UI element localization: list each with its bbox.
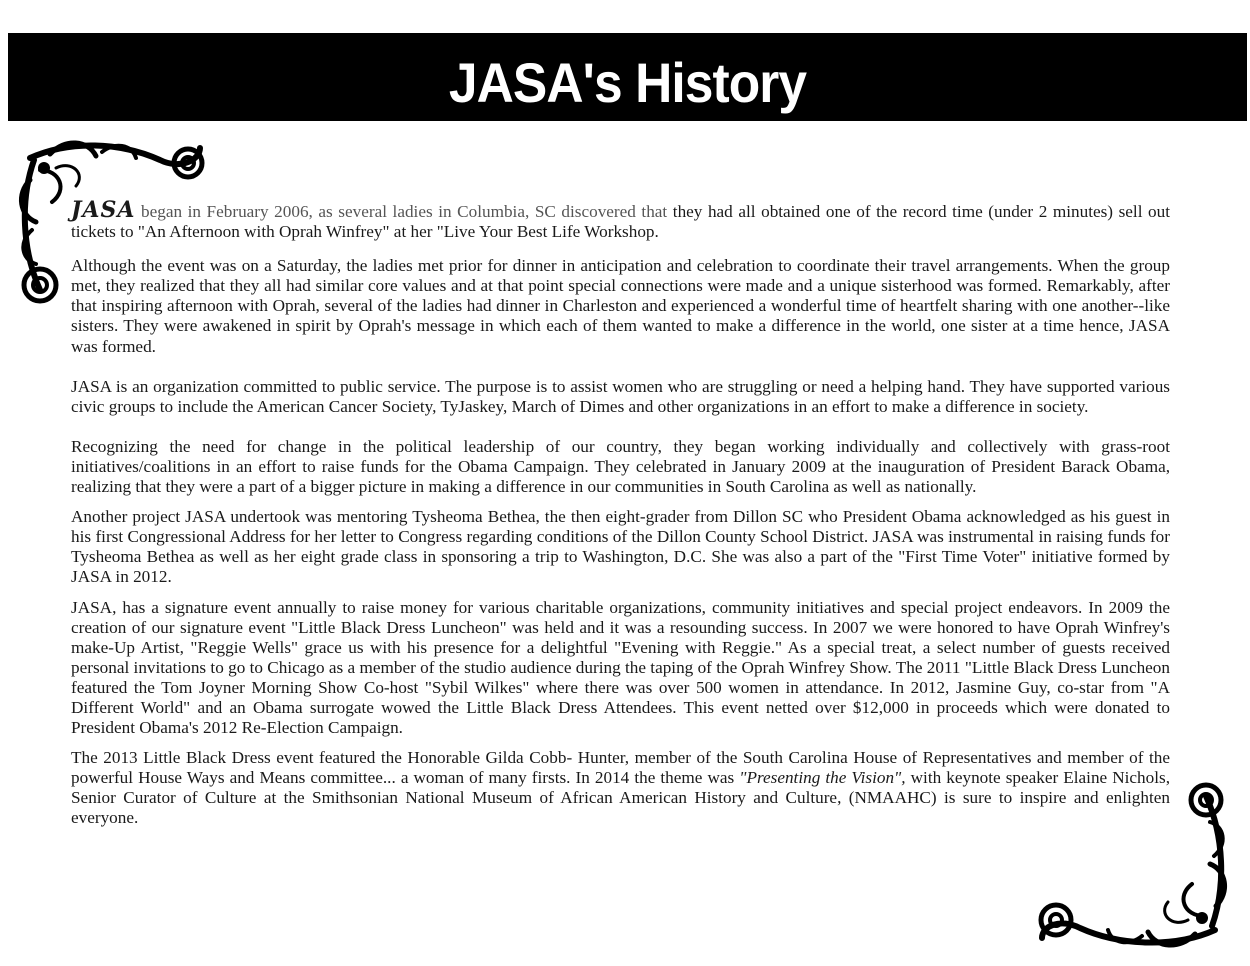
paragraph-mission: JASA is an organization committed to public service. The purpose is to assist women who are struggling or need a helping hand. They have supported various civic groups to include the American Cancer Society, TyJaskey, March of Dimes and other organizations in an effort to make a difference in society. (71, 376, 1170, 416)
history-text (71, 197, 1170, 829)
paragraph-signature-event: JASA, has a signature event annually to raise money for various charitable organizations, community initiatives and special project endeavors. In 2009 the creation of our signature event "Little Black Dress Luncheon" was held and it was a resounding success. In 2007 we were honored to have Oprah Winfrey's make-Up Artist, "Reggie Wells" grace us with his presence for a delightful "Evening with Reggie." As a special treat, a select number of guests received personal invitations to go to Chicago as a member of the studio audience during the taping of the Oprah Winfrey Show. The 2011 "Little Black Dress Luncheon featured the Tom Joyner Morning Show Co-host "Sybil Wilkes" where there was over 500 women in attendance. In 2012, Jasmine Guy, co-star from "A Different World" and an Obama surrogate wowed the Little Black Dress Attendees. This event netted over $12,000 in proceeds which were donated to President Obama's 2012 Re-Election Campaign. (71, 597, 1170, 738)
paragraph-2013-2014: The 2013 Little Black Dress event featured the Honorable Gilda Cobb- Hunter, member of the South Carolina House of Representatives and member of the powerful House Ways and Means committee... a woman of many firsts. In 2014 the theme was "Presenting the Vision", with keynote speaker Elaine Nichols, Senior Curator of Culture at the Smithsonian National Museum of African American History and Culture, (NMAAHC) is sure to inspire and enlighten everyone. (71, 748, 1170, 828)
jasa-wordmark: JASA (71, 197, 136, 223)
header-banner (8, 33, 1247, 121)
paragraph-origin: Although the event was on a Saturday, the ladies met prior for dinner in anticipation and celebration to coordinate their travel arrangements. When the group met, they realized that they all had similar core values and at that point special connections were made and a unique sisterhood was formed. Remarkably, after that inspiring afternoon with Oprah, several of the ladies had dinner in Charleston and experienced a wonderful time of heartfelt sharing with one another--like sisters. They were awakened in spirit by Oprah's message in which each of them wanted to make a difference in the world, one sister at a time hence, JASA was formed. (71, 256, 1170, 356)
paragraph-politics: Recognizing the need for change in the political leadership of our country, they began working individually and collectively with grass-root initiatives/coalitions in an effort to raise funds for the Obama Campaign. They celebrated in January 2009 at the inauguration of President Barack Obama, realizing that they were a part of a bigger picture in making a difference in our communities in South Carolina as well as nationally. (71, 436, 1170, 497)
paragraph-founding: JASA began in February 2006, as several ladies in Columbia, SC discovered that they had all obtained one of the record time (under 2 minutes) sell out tickets to "An Afternoon with Oprah Winfrey" at her "Live Your Best Life Workshop. (71, 197, 1170, 242)
page-title: JASA's History (448, 51, 807, 114)
paragraph-mentoring: Another project JASA undertook was mentoring Tysheoma Bethea, the then eight-grader from Dillon SC who President Obama acknowledged as his guest in his first Congressional Address for her letter to Congress regarding conditions of the Dillon County School District. JASA was instrumental in raising funds for Tysheoma Bethea as well as her eight grade class in sponsoring a trip to Washington, D.C. She was also a part of the "First Time Voter" initiative formed by JASA in 2012. (71, 507, 1170, 587)
